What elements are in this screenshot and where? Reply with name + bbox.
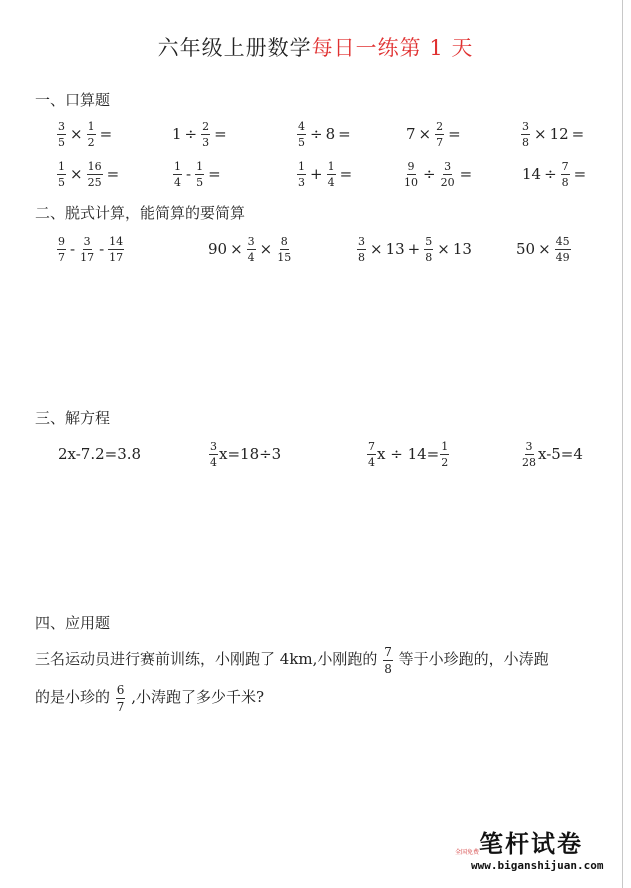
denominator: 5 xyxy=(298,135,305,149)
numerator: 7 xyxy=(561,159,569,173)
numerator: 45 xyxy=(555,234,570,248)
fraction xyxy=(367,441,376,468)
times-sign: × xyxy=(370,240,383,258)
denominator: 3 xyxy=(298,175,305,189)
denominator: 8 xyxy=(522,135,529,149)
fraction xyxy=(440,161,456,188)
equals-sign: = xyxy=(338,125,351,143)
numerator: 3 xyxy=(58,119,65,133)
denominator: 49 xyxy=(555,250,570,264)
numerator: 1 xyxy=(87,119,95,133)
fraction xyxy=(57,236,66,263)
minus-sign: - xyxy=(186,165,192,183)
oral-1c xyxy=(296,114,354,154)
equals-sign: = xyxy=(106,165,120,183)
word-problem-line-2 xyxy=(35,678,605,716)
fraction xyxy=(297,161,306,188)
numerator: 16 xyxy=(87,159,102,173)
oral-1b xyxy=(172,114,230,154)
fraction xyxy=(555,236,571,263)
denominator: 4 xyxy=(368,455,375,469)
fraction xyxy=(383,646,393,675)
denominator: 10 xyxy=(404,175,418,189)
denominator: 8 xyxy=(384,661,392,676)
numerator: 2 xyxy=(202,119,210,133)
whole-number: 7 xyxy=(406,125,416,143)
fraction xyxy=(57,121,66,148)
oral-1a xyxy=(56,114,115,154)
fraction xyxy=(327,161,336,188)
fraction xyxy=(209,441,218,468)
fraction xyxy=(173,161,182,188)
oral-1e xyxy=(520,114,587,154)
brand-watermark xyxy=(455,824,604,872)
fraction xyxy=(561,161,570,188)
denominator: 15 xyxy=(277,250,292,264)
fraction xyxy=(116,684,126,713)
whole-number: 14 xyxy=(522,165,542,183)
oral-2e xyxy=(522,154,589,194)
equals-sign: = xyxy=(214,125,227,143)
fraction xyxy=(247,236,256,263)
calc-b xyxy=(208,229,293,269)
numerator: 5 xyxy=(425,234,433,248)
fraction xyxy=(195,161,204,188)
numerator: 3 xyxy=(522,119,529,133)
denominator: 17 xyxy=(80,250,95,264)
times-sign: × xyxy=(437,240,450,258)
problem-text: 三名运动员进行赛前训练，小刚跑了 4km,小刚跑的 xyxy=(35,650,378,668)
fraction xyxy=(357,236,366,263)
denominator: 20 xyxy=(440,175,455,189)
problem-text: 的是小珍的 xyxy=(35,688,111,706)
fraction xyxy=(57,161,66,188)
numerator: 3 xyxy=(444,159,452,173)
calc-c xyxy=(356,229,472,269)
problem-text: ,小涛跑了多少千米? xyxy=(131,688,265,706)
denominator: 8 xyxy=(425,250,433,264)
fraction xyxy=(403,161,419,188)
equals-sign: = xyxy=(208,165,221,183)
oral-2d xyxy=(402,154,475,194)
divide-sign: ÷ xyxy=(310,125,323,143)
numerator: 14 xyxy=(109,234,124,248)
divide-sign: ÷ xyxy=(184,125,198,143)
oral-row-2 xyxy=(0,154,631,194)
divide-sign: ÷ xyxy=(544,165,557,183)
equals-sign: = xyxy=(459,165,473,183)
fraction xyxy=(108,236,124,263)
oral-2a xyxy=(56,154,122,194)
equation-text: 2x-7.2=3.8 xyxy=(58,445,142,463)
numerator: 1 xyxy=(174,159,181,173)
numerator: 9 xyxy=(407,159,415,173)
times-sign: × xyxy=(70,125,83,143)
equation-text: x-5=4 xyxy=(538,445,583,463)
times-sign: × xyxy=(534,125,547,143)
equals-sign: = xyxy=(339,165,353,183)
brand-title: 笔杆试卷 xyxy=(479,830,583,858)
times-sign: × xyxy=(230,240,243,258)
problem-text: 等于小珍跑的，小涛跑 xyxy=(398,650,549,668)
brand-url: www.biganshijuan.com xyxy=(471,859,604,872)
times-sign: × xyxy=(70,165,83,183)
numerator: 3 xyxy=(358,234,365,248)
times-sign: × xyxy=(538,240,551,258)
section-word-problem-heading: 四、应用题 xyxy=(35,614,111,632)
denominator: 8 xyxy=(561,175,569,189)
equation-b xyxy=(208,434,281,474)
fraction xyxy=(87,121,96,148)
denominator: 28 xyxy=(522,455,536,469)
numerator: 7 xyxy=(384,644,392,659)
numerator: 3 xyxy=(210,439,217,453)
brand-tag: 全国免费 xyxy=(455,849,480,856)
numerator: 3 xyxy=(83,234,91,248)
fraction xyxy=(201,121,210,148)
oral-row-1 xyxy=(0,114,631,154)
whole-number: 12 xyxy=(549,125,569,143)
numerator: 6 xyxy=(116,682,125,697)
equation-text: x ÷ 14= xyxy=(377,445,440,463)
denominator: 17 xyxy=(109,250,124,264)
title-accent: 每日一练第 1 天 xyxy=(311,36,474,60)
times-sign: × xyxy=(418,125,432,143)
fraction xyxy=(424,236,433,263)
denominator: 5 xyxy=(196,175,204,189)
denominator: 2 xyxy=(87,135,95,149)
whole-number: 50 xyxy=(516,240,536,258)
numerator: 9 xyxy=(58,234,65,248)
numerator: 1 xyxy=(441,439,449,453)
oral-1d xyxy=(406,114,464,154)
equation-d xyxy=(520,434,583,474)
fraction xyxy=(521,441,537,468)
denominator: 4 xyxy=(210,455,217,469)
numerator: 1 xyxy=(298,159,305,173)
equals-sign: = xyxy=(99,125,113,143)
word-problem-line-1 xyxy=(35,640,605,678)
denominator: 4 xyxy=(174,175,181,189)
denominator: 7 xyxy=(116,699,125,714)
divide-sign: ÷ xyxy=(423,165,436,183)
numerator: 7 xyxy=(368,439,375,453)
denominator: 7 xyxy=(436,135,444,149)
equation-a xyxy=(58,434,141,474)
word-problem xyxy=(35,640,605,716)
denominator: 5 xyxy=(58,175,65,189)
section-equation-heading: 三、解方程 xyxy=(35,409,111,427)
numerator: 3 xyxy=(247,234,255,248)
denominator: 2 xyxy=(441,455,449,469)
title-main: 六年级上册数学 xyxy=(157,36,312,60)
minus-sign: - xyxy=(70,240,76,258)
numerator: 3 xyxy=(525,439,533,453)
plus-sign: + xyxy=(407,240,421,258)
denominator: 7 xyxy=(58,250,65,264)
equals-sign: = xyxy=(573,165,587,183)
fraction xyxy=(87,161,103,188)
oral-2c xyxy=(296,154,355,194)
fraction xyxy=(435,121,444,148)
page-title xyxy=(0,32,631,62)
fraction xyxy=(297,121,306,148)
times-sign: × xyxy=(259,240,273,258)
calc-a xyxy=(56,229,125,269)
numerator: 1 xyxy=(58,159,65,173)
numerator: 1 xyxy=(327,159,335,173)
equals-sign: = xyxy=(448,125,461,143)
fraction xyxy=(440,441,449,468)
equals-sign: = xyxy=(571,125,585,143)
equation-row xyxy=(0,434,631,474)
fraction xyxy=(276,236,292,263)
section-calc-heading: 二、脱式计算，能简算的要简算 xyxy=(35,204,246,222)
denominator: 25 xyxy=(87,175,102,189)
denominator: 4 xyxy=(247,250,255,264)
whole-number: 13 xyxy=(385,240,405,258)
numerator: 4 xyxy=(298,119,305,133)
numerator: 1 xyxy=(196,159,204,173)
section-oral-heading: 一、口算题 xyxy=(35,91,111,109)
numerator: 8 xyxy=(280,234,288,248)
whole-number: 8 xyxy=(325,125,336,143)
calc-row xyxy=(0,229,631,269)
numerator: 2 xyxy=(436,119,444,133)
whole-number: 90 xyxy=(208,240,228,258)
denominator: 5 xyxy=(58,135,65,149)
denominator: 8 xyxy=(358,250,365,264)
denominator: 3 xyxy=(202,135,210,149)
equation-c xyxy=(366,434,450,474)
fraction xyxy=(521,121,530,148)
calc-d xyxy=(516,229,572,269)
denominator: 4 xyxy=(327,175,335,189)
oral-2b xyxy=(172,154,224,194)
minus-sign: - xyxy=(99,240,105,258)
equation-text: x=18÷3 xyxy=(219,445,282,463)
whole-number: 13 xyxy=(452,240,472,258)
whole-number: 1 xyxy=(172,125,182,143)
plus-sign: + xyxy=(310,165,323,183)
fraction xyxy=(79,236,95,263)
